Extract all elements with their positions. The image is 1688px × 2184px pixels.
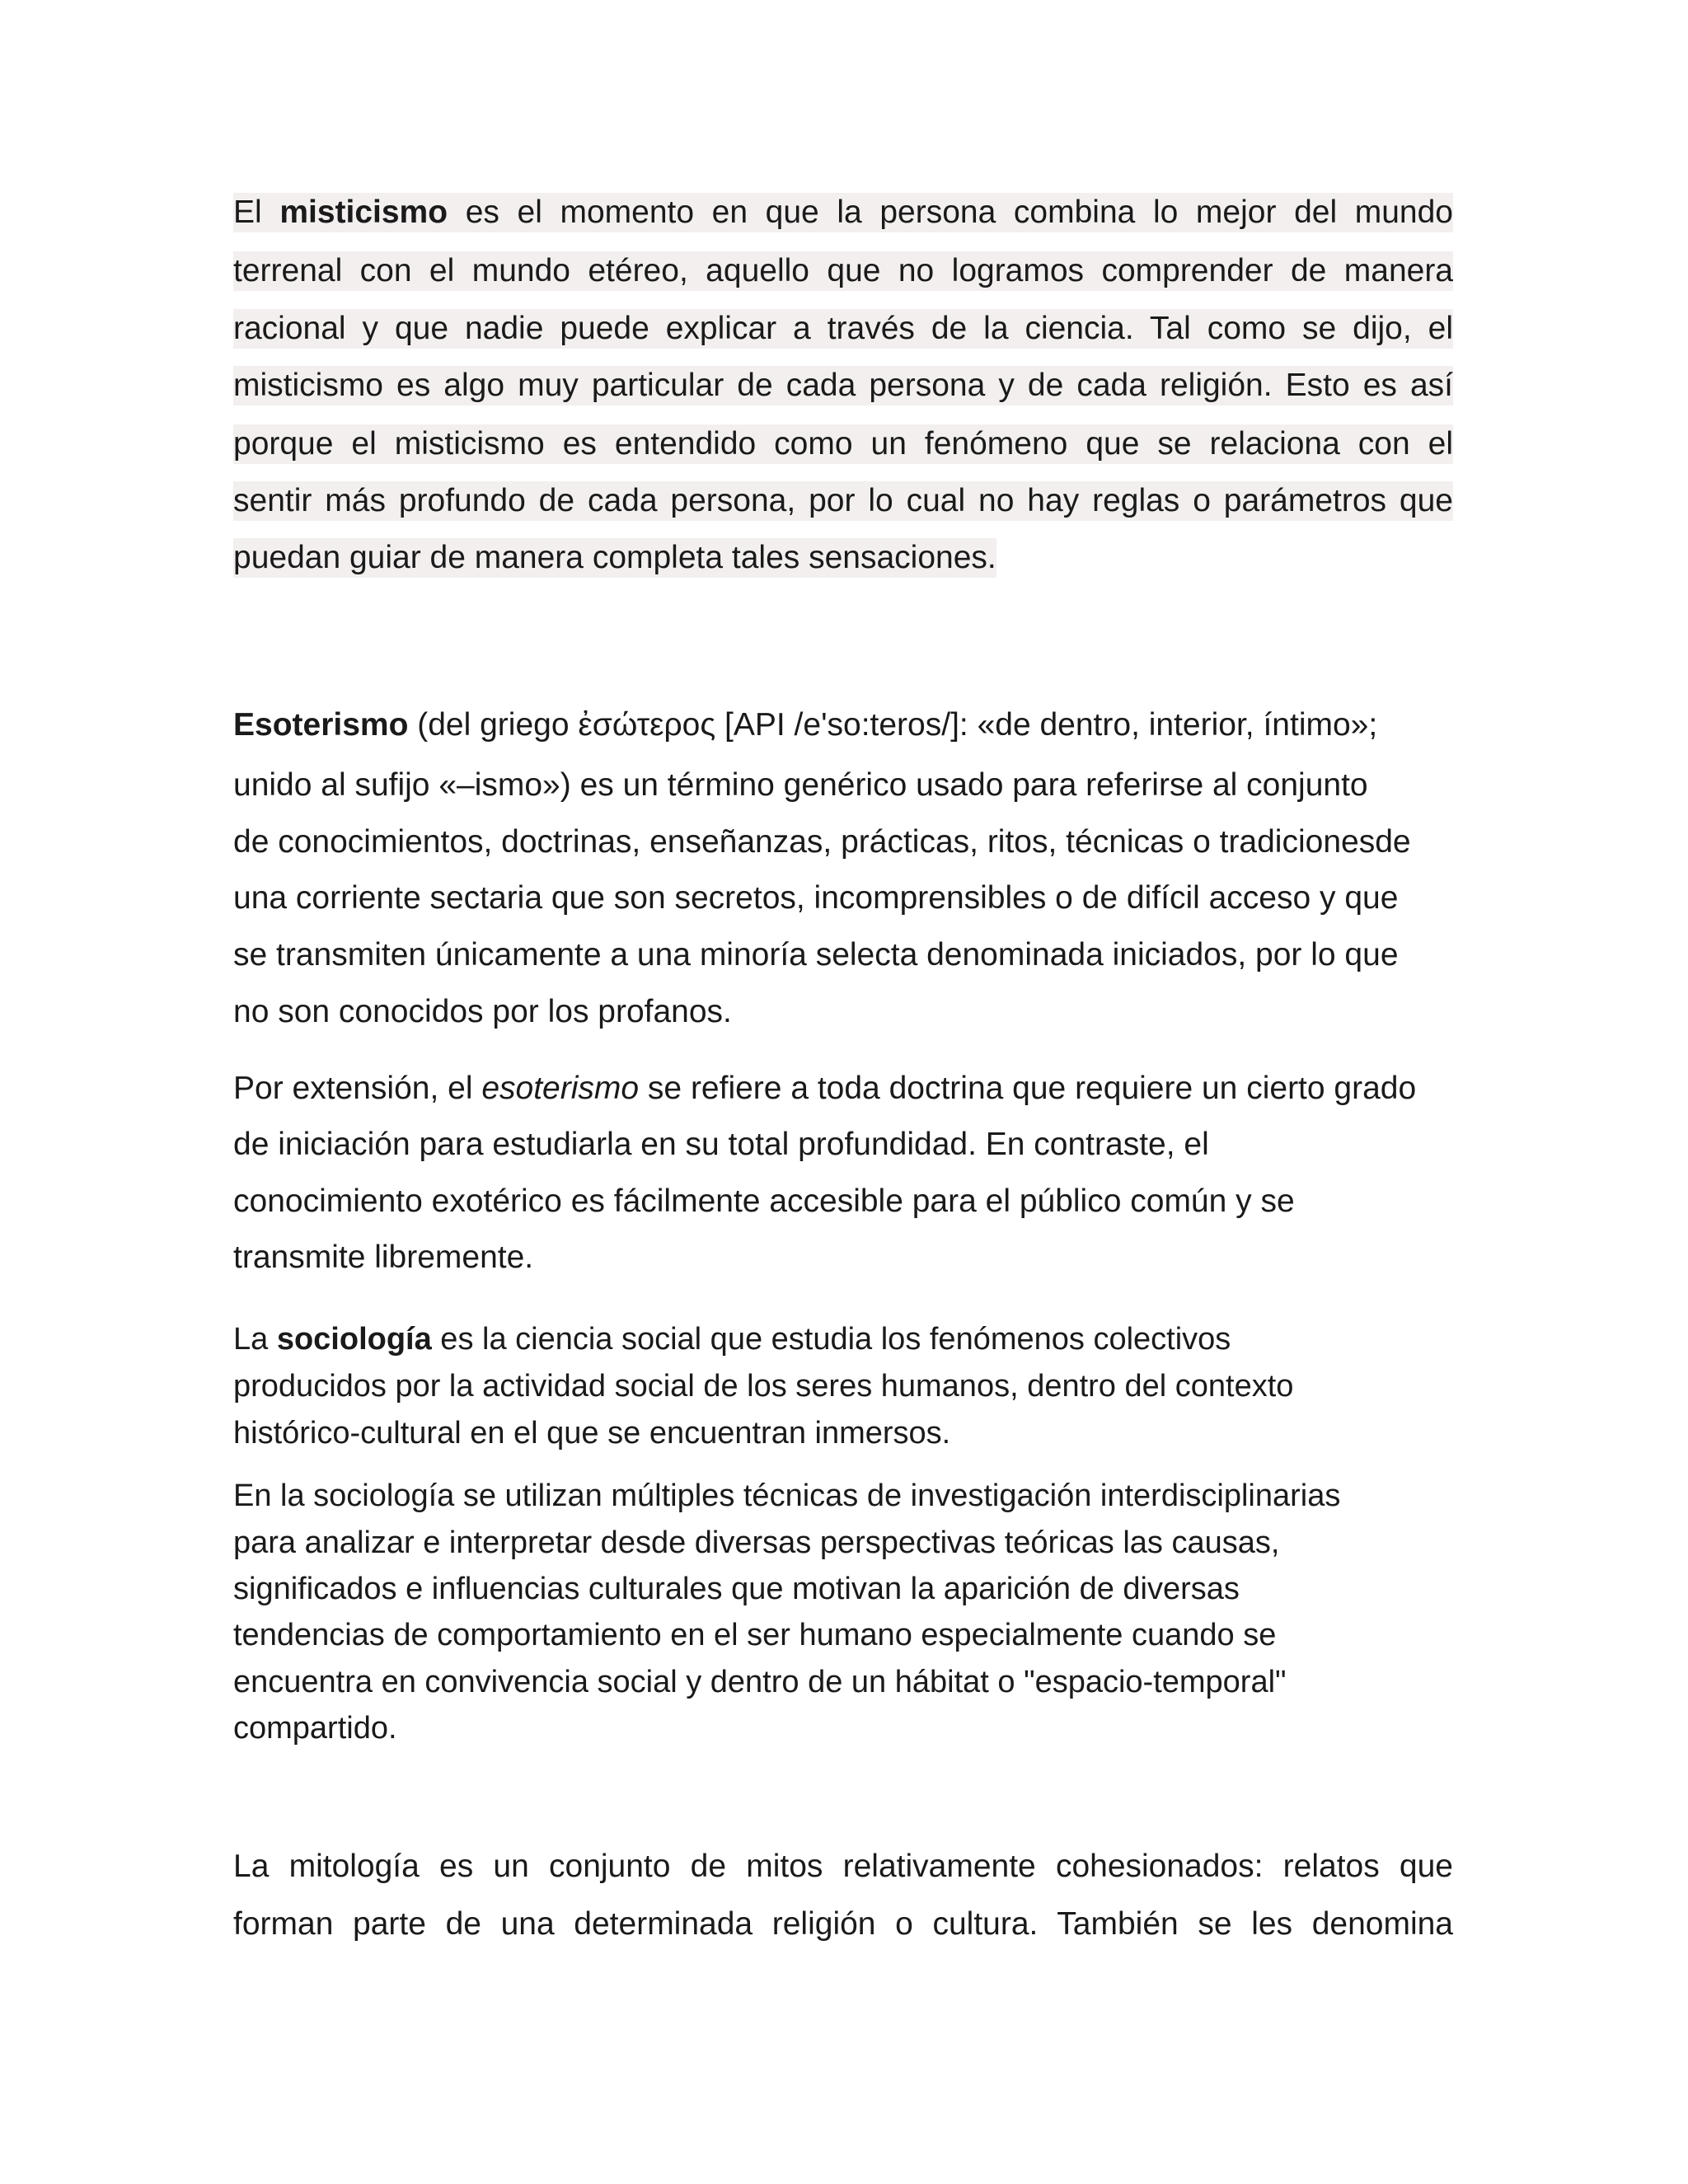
esoterism-line-3: de conocimientos, doctrinas, enseñanzas, prácticas, ritos, técnicas o tradicionesde — [233, 824, 1411, 860]
mysticism-line-6: sentir más profundo de cada persona, por lo cual no hay reglas o parámetros que — [233, 481, 1453, 521]
text-run: es la ciencia social que estudia los fenómenos colectivos — [431, 1322, 1231, 1357]
mysticism-line-4: misticismo es algo muy particular de cada persona y de cada religión. Esto es así — [233, 366, 1453, 405]
text-run: El — [233, 194, 280, 230]
term-misticismo: misticismo — [279, 194, 448, 230]
esoterism-line-5: se transmiten únicamente a una minoría selecta denominada iniciados, por lo que — [233, 937, 1399, 972]
sociology2-line-4: tendencias de comportamiento en el ser humano especialmente cuando se — [233, 1618, 1277, 1652]
text-run: Por extensión, el — [233, 1071, 482, 1106]
sociology-line-3: histórico-cultural en el que se encuentran inmersos. — [233, 1416, 951, 1451]
sociology2-line-1: En la sociología se utilizan múltiples técnicas de investigación interdisciplinarias — [233, 1479, 1341, 1513]
mysticism-line-2: terrenal con el mundo etéreo, aquello que no logramos comprender de manera — [233, 251, 1453, 291]
mysticism-line-3: racional y que nadie puede explicar a través de la ciencia. Tal como se dijo, el — [233, 309, 1453, 349]
mysticism-line-7: puedan guiar de manera completa tales sensaciones. — [233, 538, 996, 578]
mythology-line-2: forman parte de una determinada religión o cultura. También se les denomina — [233, 1906, 1453, 1942]
mysticism-line-1 — [233, 193, 1453, 232]
text-run: (del griego ἐσώτερος [API /e'so:teros/]: «de dentro, interior, íntimo»; — [408, 707, 1378, 743]
mythology-line-1: La mitología es un conjunto de mitos relativamente cohesionados: relatos que — [233, 1849, 1453, 1884]
text-run: es el momento en que la persona combina lo mejor del mundo — [448, 194, 1453, 230]
sociology2-line-5: encuentra en convivencia social y dentro de un hábitat o "espacio-temporal" — [233, 1665, 1287, 1699]
esoterism-line-2: unido al sufijo «–ismo») es un término genérico usado para referirse al conjunto — [233, 767, 1368, 803]
extension-line-2: de iniciación para estudiarla en su total profundidad. En contraste, el — [233, 1127, 1209, 1162]
text-run: se refiere a toda doctrina que requiere un cierto grado — [639, 1071, 1417, 1106]
extension-line-3: conocimiento exotérico es fácilmente accesible para el público común y se — [233, 1183, 1295, 1219]
sociology2-line-3: significados e influencias culturales que motivan la aparición de diversas — [233, 1572, 1240, 1606]
sociology-line-2: producidos por la actividad social de los seres humanos, dentro del contexto — [233, 1369, 1294, 1404]
sociology2-line-2: para analizar e interpretar desde diversas perspectivas teóricas las causas, — [233, 1526, 1280, 1560]
esoterism-line-6: no son conocidos por los profanos. — [233, 994, 732, 1029]
sociology-line-1 — [233, 1319, 1231, 1359]
term-esoterismo-italic: esoterismo — [481, 1071, 640, 1106]
esoterism-line-1 — [233, 705, 1377, 745]
esoterism-line-4: una corriente sectaria que son secretos, incomprensibles o de difícil acceso y que — [233, 880, 1399, 916]
sociology2-line-6: compartido. — [233, 1711, 397, 1746]
term-esoterismo: Esoterismo — [233, 707, 409, 743]
term-sociologia: sociología — [276, 1322, 432, 1357]
extension-line-4: transmite libremente. — [233, 1240, 534, 1275]
text-run: La — [233, 1322, 277, 1357]
mysticism-line-5: porque el misticismo es entendido como un fenómeno que se relaciona con el — [233, 424, 1453, 464]
extension-line-1 — [233, 1069, 1416, 1108]
